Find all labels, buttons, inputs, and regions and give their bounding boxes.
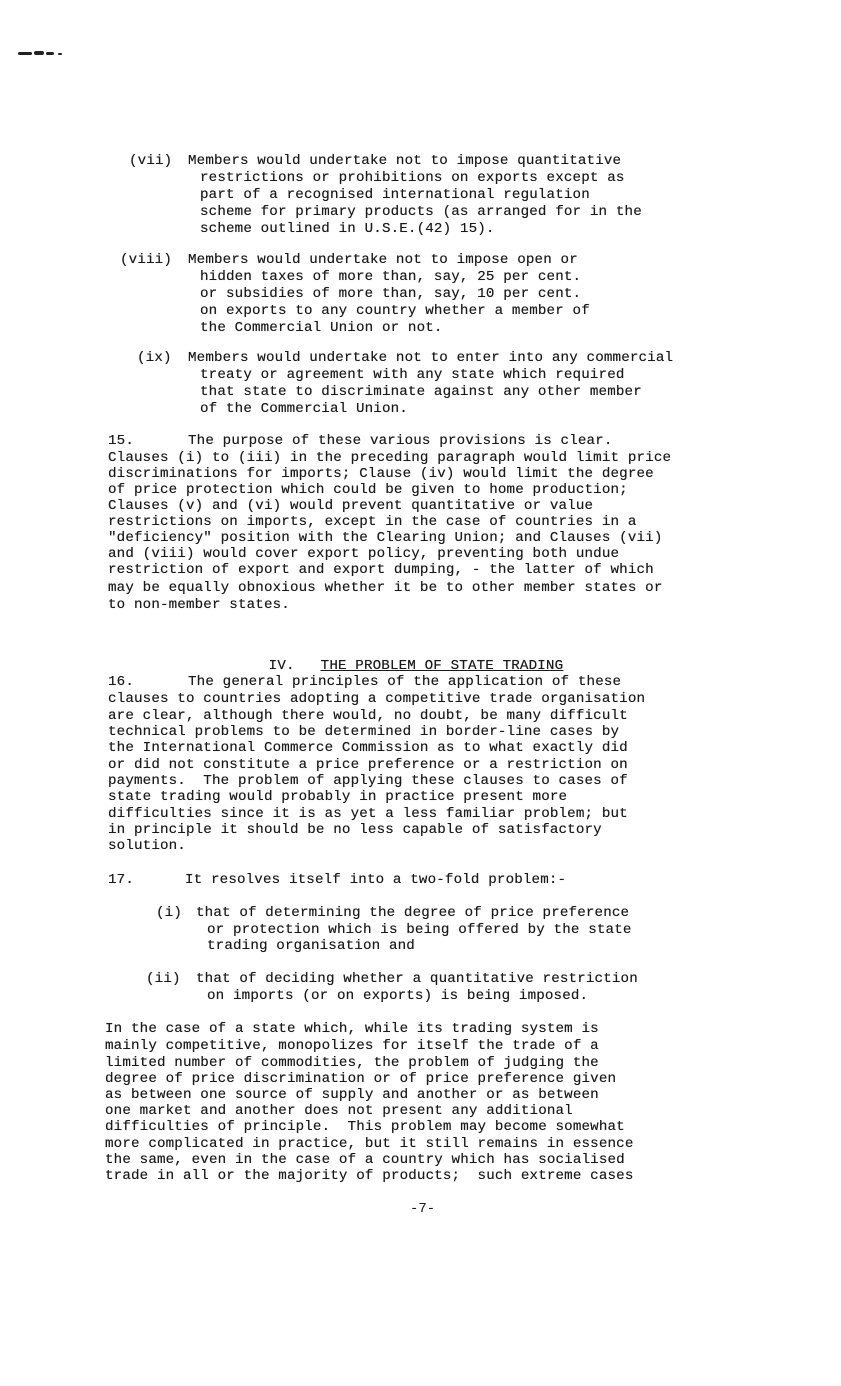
paragraph-line: more complicated in practice, but it still remains in essence [105, 1136, 634, 1152]
paragraph-line: of price protection which could be given to home production; [108, 482, 628, 498]
paragraph-line: the International Commerce Commission as to what exactly did [108, 740, 628, 756]
clause-line: Members would undertake not to impose quantitative [188, 153, 622, 169]
clause-label: (ix) [137, 350, 172, 366]
paragraph-line: Clauses (v) and (vi) would prevent quantitative or value [108, 498, 594, 514]
paragraph-line: difficulties since it is as yet a less familiar problem; but [108, 806, 628, 822]
paragraph-number: 15. [108, 433, 134, 449]
clause-line: hidden taxes of more than, say, 25 per cent. [200, 269, 582, 285]
paragraph-number: 16. [108, 674, 134, 690]
paragraph-line: difficulties of principle. This problem may become somewhat [105, 1119, 625, 1135]
paragraph-line: It resolves itself into a two-fold problem:- [185, 872, 567, 888]
paragraph-line: to non-member states. [108, 597, 290, 613]
clause-line: scheme outlined in U.S.E.(42) 15). [200, 221, 495, 237]
paragraph-line: state trading would probably in practice present more [108, 789, 568, 805]
paragraph-number: 17. [108, 872, 134, 888]
item-line: that of determining the degree of price preference [196, 905, 630, 921]
clause-line: the Commercial Union or not. [200, 320, 443, 336]
item-label: (ii) [146, 971, 181, 987]
section-numeral: IV. [268, 658, 295, 674]
item-line: trading organisation and [207, 938, 415, 954]
clause-label: (viii) [120, 252, 172, 268]
paragraph-line: Clauses (i) to (iii) in the preceding paragraph would limit price [108, 450, 672, 466]
item-line: on imports (or on exports) is being imposed. [207, 988, 589, 1004]
item-label: (i) [156, 905, 182, 921]
paragraph-line: In the case of a state which, while its trading system is [105, 1021, 599, 1037]
clause-line: Members would undertake not to enter into any commercial [188, 350, 674, 366]
clause-line: or subsidies of more than, say, 10 per cent. [200, 286, 582, 302]
paragraph-line: payments. The problem of applying these clauses to cases of [108, 773, 628, 789]
paragraph-line: technical problems to be determined in border-line cases by [108, 724, 620, 740]
paragraph-line: restrictions on imports, except in the case of countries in a [108, 514, 637, 530]
paragraph-line: discriminations for imports; Clause (iv) would limit the degree [108, 466, 654, 482]
paragraph-line: one market and another does not present any additional [105, 1103, 573, 1119]
paragraph-line: are clear, although there would, no doubt, be many difficult [108, 708, 628, 724]
item-line: that of deciding whether a quantitative restriction [196, 971, 638, 987]
clause-line: part of a recognised international regulation [200, 187, 590, 203]
paragraph-line: as between one source of supply and another or as between [105, 1087, 599, 1103]
clause-line: scheme for primary products (as arranged for in the [200, 204, 642, 220]
section-title: THE PROBLEM OF STATE TRADING [320, 658, 564, 674]
paragraph-line: restriction of export and export dumping, - the latter of which [108, 562, 654, 578]
clause-line: restrictions or prohibitions on exports except as [200, 170, 625, 186]
paragraph-line: limited number of commodities, the problem of judging the [105, 1055, 599, 1071]
clause-line: on exports to any country whether a member of [200, 303, 590, 319]
paragraph-line: degree of price discrimination or of price preference given [105, 1071, 617, 1087]
clause-line: of the Commercial Union. [200, 401, 408, 417]
paragraph-line: the same, even in the case of a country which has socialised [105, 1152, 625, 1168]
clause-label: (vii) [129, 153, 173, 169]
paragraph-line: or did not constitute a price preference or a restriction on [108, 757, 628, 773]
paragraph-line: mainly competitive, monopolizes for itself the trade of a [105, 1038, 599, 1054]
item-line: or protection which is being offered by the state [207, 922, 632, 938]
paragraph-line: and (viii) would cover export policy, preventing both undue [108, 546, 620, 562]
paragraph-line: "deficiency" position with the Clearing Union; and Clauses (vii) [108, 530, 663, 546]
paragraph-line: may be equally obnoxious whether it be to other member states or [108, 580, 663, 596]
paragraph-line: The general principles of the application of these [188, 674, 622, 690]
paragraph-line: trade in all or the majority of products; such extreme cases [105, 1168, 634, 1184]
clause-line: Members would undertake not to impose open or [188, 252, 578, 268]
page-number: -7- [410, 1201, 436, 1217]
paragraph-line: clauses to countries adopting a competitive trade organisation [108, 691, 646, 707]
paragraph-line: The purpose of these various provisions is clear. [188, 433, 613, 449]
paragraph-line: solution. [108, 838, 186, 854]
clause-line: that state to discriminate against any other member [200, 384, 642, 400]
paragraph-line: in principle it should be no less capable of satisfactory [108, 822, 602, 838]
ink-speck-mark [18, 50, 66, 56]
clause-line: treaty or agreement with any state which required [200, 367, 625, 383]
